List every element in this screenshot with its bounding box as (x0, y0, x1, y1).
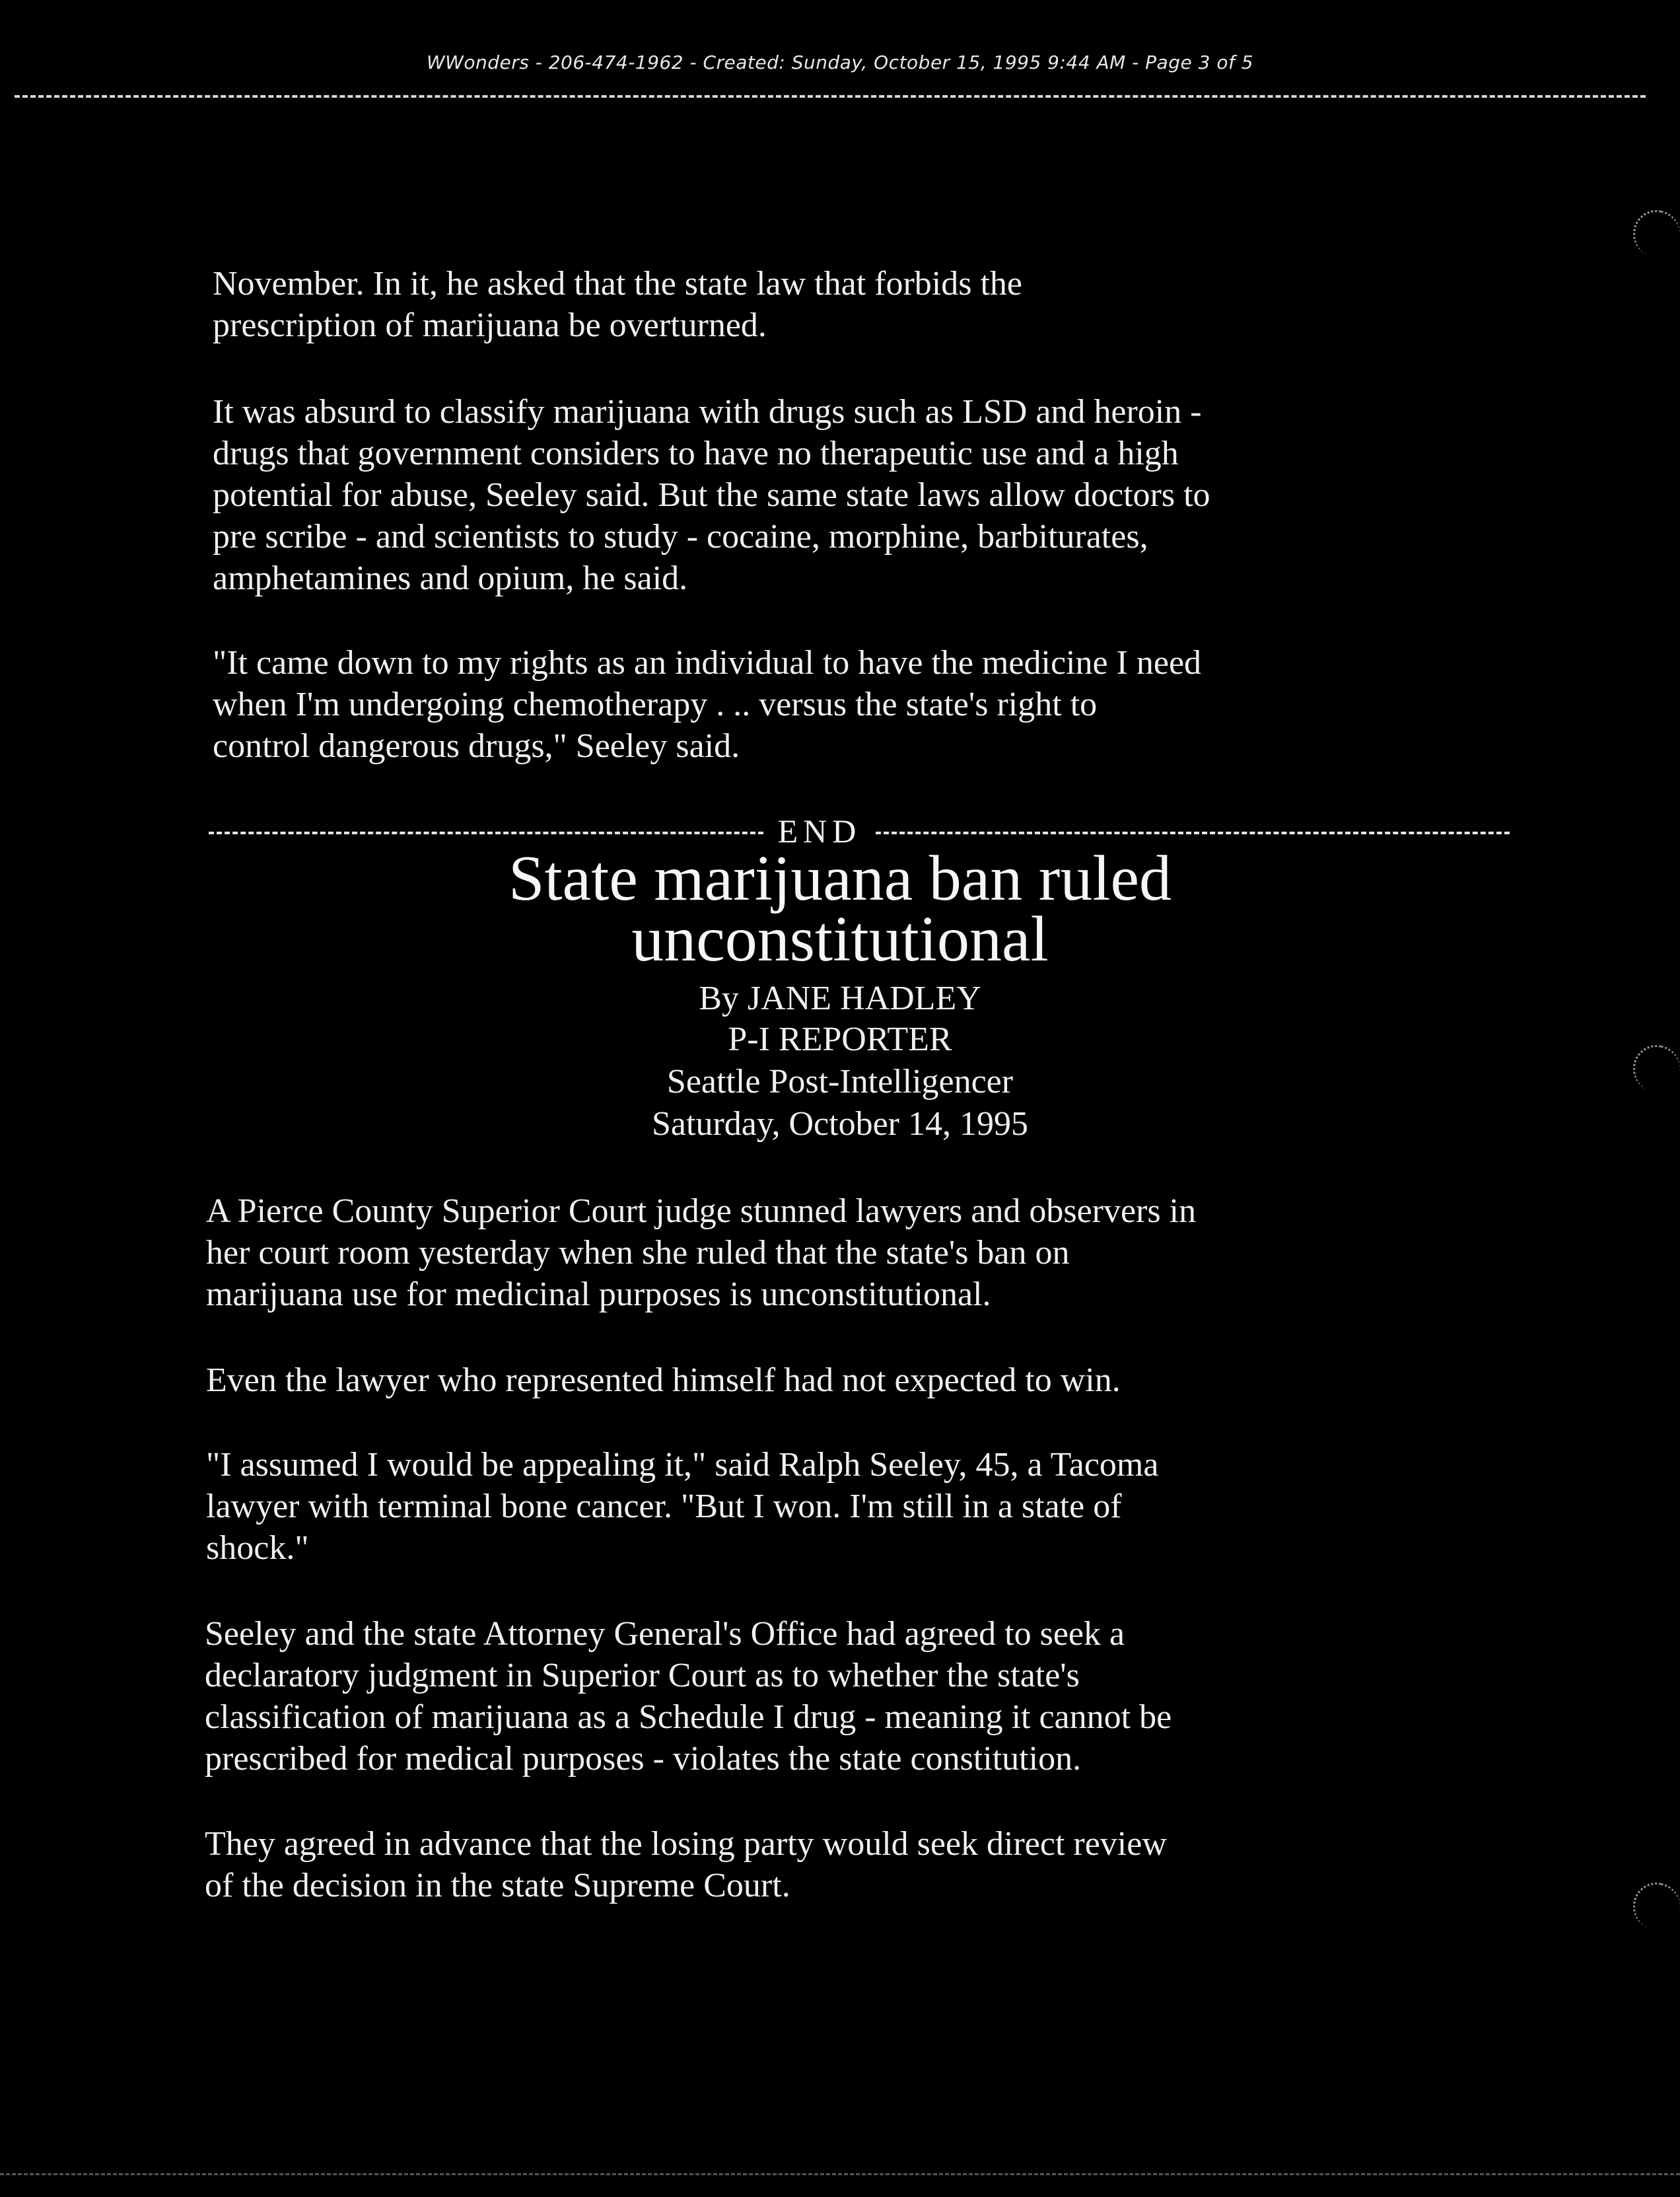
article-paragraph: Seeley and the state Attorney General's Office had agreed to seek a declaratory judgment in Superior Court as to whether the state's classification of marijuana as a Schedule I drug - meaning it cannot be prescribed for medical purposes - violates the state constitution. (205, 1615, 1172, 1778)
binder-hole-mark (1628, 205, 1680, 261)
article-date: Saturday, October 14, 1995 (652, 1105, 1028, 1143)
article-reporter-role: P-I REPORTER (728, 1021, 952, 1058)
header-divider (15, 95, 1646, 98)
page-bottom-edge (0, 2173, 1680, 2175)
previous-article-paragraph: November. In it, he asked that the state law that forbids the prescription of marijuana be overturned. (213, 265, 1022, 344)
article-paragraph: They agreed in advance that the losing party would seek direct review of the decision in the state Supreme Court. (205, 1825, 1167, 1904)
previous-article-paragraph: "It came down to my rights as an individual to have the medicine I need when I'm undergoing chemotherapy . .. versus the state's right to control dangerous drugs," Seeley said. (213, 644, 1202, 765)
article-paragraph: "I assumed I would be appealing it," said Ralph Seeley, 45, a Tacoma lawyer with terminal bone cancer. "But I won. I'm still in a state of shock." (206, 1446, 1159, 1567)
end-divider-dashes-right (876, 832, 1510, 834)
article-byline: By JANE HADLEY (699, 980, 981, 1017)
binder-hole-mark (1628, 1878, 1680, 1933)
end-divider (209, 814, 1510, 847)
article-paragraph: Even the lawyer who represented himself had not expected to win. (206, 1361, 1121, 1399)
end-divider-dashes-left (209, 832, 763, 834)
article-publication: Seattle Post-Intelligencer (666, 1063, 1014, 1100)
article-paragraph: A Pierce County Superior Court judge stunned lawyers and observers in her court room yesterday when she ruled that the state's ban on marijuana use for medicinal purposes is unconstitutional. (206, 1192, 1197, 1313)
previous-article-paragraph: It was absurd to classify marijuana with drugs such as LSD and heroin - drugs that government considers to have no therapeutic use and a high potential for abuse, Seeley said. But the same state laws allow doctors to pre scribe - and scientists to study - cocaine, morphine, barbiturates, amphetamines and opium, he said. (213, 393, 1210, 597)
article-headline: State marijuana ban ruled unconstitutional (508, 843, 1172, 975)
fax-header-line: WWonders - 206-474-1962 - Created: Sunday, October 15, 1995 9:44 AM - Page 3 of 5 (426, 52, 1254, 73)
end-marker: END (777, 812, 862, 849)
